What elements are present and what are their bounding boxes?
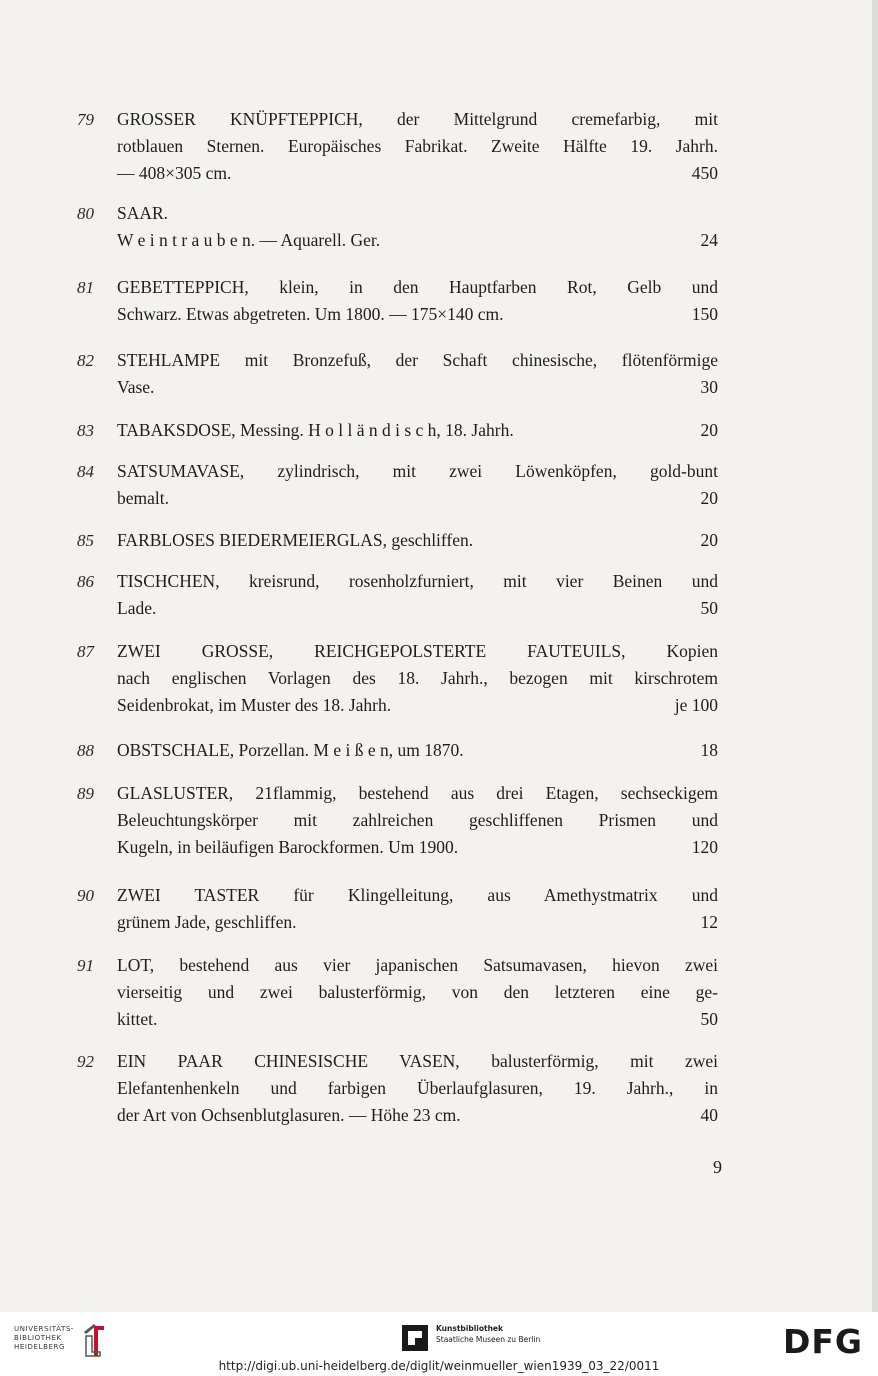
entry-text: der Art von Ochsenblutglasuren. — Höhe 23 cm. (117, 1105, 461, 1125)
entry-line (117, 485, 718, 512)
entry-line (117, 692, 718, 719)
entry-text: bemalt. (117, 488, 169, 508)
entry-number: 83 (77, 421, 94, 440)
entry-text: Schwarz. Etwas abgetreten. Um 1800. — 175×140 cm. (117, 304, 504, 324)
entry-line (117, 1102, 718, 1129)
entry-number: 79 (77, 110, 94, 129)
entry-line (117, 1048, 718, 1075)
entry-text: GLASLUSTER, 21flammig, bestehend aus drei Etagen, sechseckigem (117, 783, 718, 803)
entry-text: Lade. (117, 598, 157, 618)
entry-price: 120 (691, 837, 718, 857)
entry-line (117, 227, 718, 254)
entry-line (117, 952, 718, 979)
entry-number: 91 (77, 956, 94, 975)
entry-line (117, 301, 718, 328)
entry-text: Beleuchtungskörper mit zahlreichen geschliffenen Prismen und (117, 810, 718, 830)
entry-line (117, 595, 718, 622)
entry-text: vierseitig und zwei balusterförmig, von den letzteren eine ge- (117, 982, 718, 1002)
entry-text: nach englischen Vorlagen des 18. Jahrh., bezogen mit kirschrotem (117, 668, 718, 688)
entry-line (117, 737, 718, 764)
entry-price: 12 (700, 912, 718, 932)
entry-price: 450 (691, 163, 718, 183)
entry-number: 87 (77, 642, 94, 661)
entry-price: 150 (691, 304, 718, 324)
entry-number: 85 (77, 531, 94, 550)
entry-text: SAAR. (117, 203, 169, 223)
entry-line (117, 106, 718, 133)
entry-price: 20 (700, 420, 718, 440)
page-edge (872, 0, 878, 1312)
ub-line: HEIDELBERG (14, 1343, 65, 1351)
entry-text: OBSTSCHALE, Porzellan. M e i ß e n, um 1870. (117, 740, 464, 760)
entry-line (117, 160, 718, 187)
entry-text: Vase. (117, 377, 155, 397)
ub-heidelberg-logo-icon[interactable] (80, 1322, 108, 1360)
entry-line (117, 834, 718, 861)
entry-text: FARBLOSES BIEDERMEIERGLAS, geschliffen. (117, 530, 474, 550)
entry-line (117, 374, 718, 401)
entry-price: 50 (700, 598, 718, 618)
entry-price: 40 (700, 1105, 718, 1125)
entry-price: 20 (700, 530, 718, 550)
kunstbibliothek-label[interactable] (436, 1323, 540, 1345)
entry-line (117, 882, 718, 909)
entry-text: EIN PAAR CHINESISCHE VASEN, balusterförmig, mit zwei (117, 1051, 718, 1071)
entry-number: 88 (77, 741, 94, 760)
entry-number: 89 (77, 784, 94, 803)
entry-number: 82 (77, 351, 94, 370)
entry-price: 20 (700, 488, 718, 508)
entry-price: 24 (700, 230, 718, 250)
entry-number: 80 (77, 204, 94, 223)
entry-text: grünem Jade, geschliffen. (117, 912, 297, 932)
entry-line (117, 568, 718, 595)
entry-price: je 100 (674, 695, 718, 715)
entry-line (117, 807, 718, 834)
entry-price: 18 (700, 740, 718, 760)
entry-line (117, 1075, 718, 1102)
entry-line (117, 979, 718, 1006)
entry-line (117, 200, 718, 227)
dfg-logo[interactable]: DFG (783, 1322, 864, 1361)
entry-text: STEHLAMPE mit Bronzefuß, der Schaft chinesische, flötenförmige (117, 350, 718, 370)
entry-text: ZWEI TASTER für Klingelleitung, aus Amethystmatrix und (117, 885, 718, 905)
entry-text: kittet. (117, 1009, 158, 1029)
entry-line (117, 347, 718, 374)
kb-title: Kunstbibliothek (436, 1324, 504, 1333)
entry-text: — 408×305 cm. (117, 163, 232, 183)
entry-line (117, 133, 718, 160)
entry-text: Elefantenhenkeln und farbigen Überlaufglasuren, 19. Jahrh., in (117, 1078, 718, 1098)
entry-number: 92 (77, 1052, 94, 1071)
entry-text: rotblauen Sternen. Europäisches Fabrikat. Zweite Hälfte 19. Jahrh. (117, 136, 718, 156)
entry-line (117, 638, 718, 665)
ub-heidelberg-label[interactable] (14, 1325, 74, 1352)
entry-line (117, 665, 718, 692)
ub-line: UNIVERSITÄTS- (14, 1325, 75, 1333)
entry-text: Kugeln, in beiläufigen Barockformen. Um 1900. (117, 837, 459, 857)
entry-text: LOT, bestehend aus vier japanischen Satsumavasen, hievon zwei (117, 955, 718, 975)
entry-price: 30 (700, 377, 718, 397)
entry-text: TABAKSDOSE, Messing. H o l l ä n d i s c h, 18. Jahrh. (117, 420, 514, 440)
entry-number: 90 (77, 886, 94, 905)
entry-text: SATSUMAVASE, zylindrisch, mit zwei Löwenköpfen, gold-bunt (117, 461, 718, 481)
entry-number: 84 (77, 462, 94, 481)
entry-line (117, 909, 718, 936)
entry-line (117, 527, 718, 554)
entry-number: 86 (77, 572, 94, 591)
ub-line: BIBLIOTHEK (14, 1334, 62, 1342)
entry-line (117, 780, 718, 807)
entry-text: ZWEI GROSSE, REICHGEPOLSTERTE FAUTEUILS, Kopien (117, 641, 718, 661)
entry-text: Seidenbrokat, im Muster des 18. Jahrh. (117, 695, 392, 715)
kb-subtitle: Staatliche Museen zu Berlin (436, 1335, 541, 1344)
entry-line (117, 417, 718, 444)
entry-line (117, 458, 718, 485)
entry-text: GROSSER KNÜPFTEPPICH, der Mittelgrund cremefarbig, mit (117, 109, 718, 129)
entry-text: GEBETTEPPICH, klein, in den Hauptfarben Rot, Gelb und (117, 277, 718, 297)
entry-line (117, 274, 718, 301)
page-number: 9 (713, 1157, 722, 1177)
kunstbibliothek-logo-icon[interactable] (402, 1325, 428, 1351)
entry-text: TISCHCHEN, kreisrund, rosenholzfurniert, mit vier Beinen und (117, 571, 718, 591)
entry-text: W e i n t r a u b e n. — Aquarell. Ger. (117, 230, 381, 250)
entry-number: 81 (77, 278, 94, 297)
permalink-url[interactable]: http://digi.ub.uni-heidelberg.de/diglit/weinmueller_wien1939_03_22/0011 (218, 1359, 660, 1373)
entry-price: 50 (700, 1009, 718, 1029)
entry-line (117, 1006, 718, 1033)
